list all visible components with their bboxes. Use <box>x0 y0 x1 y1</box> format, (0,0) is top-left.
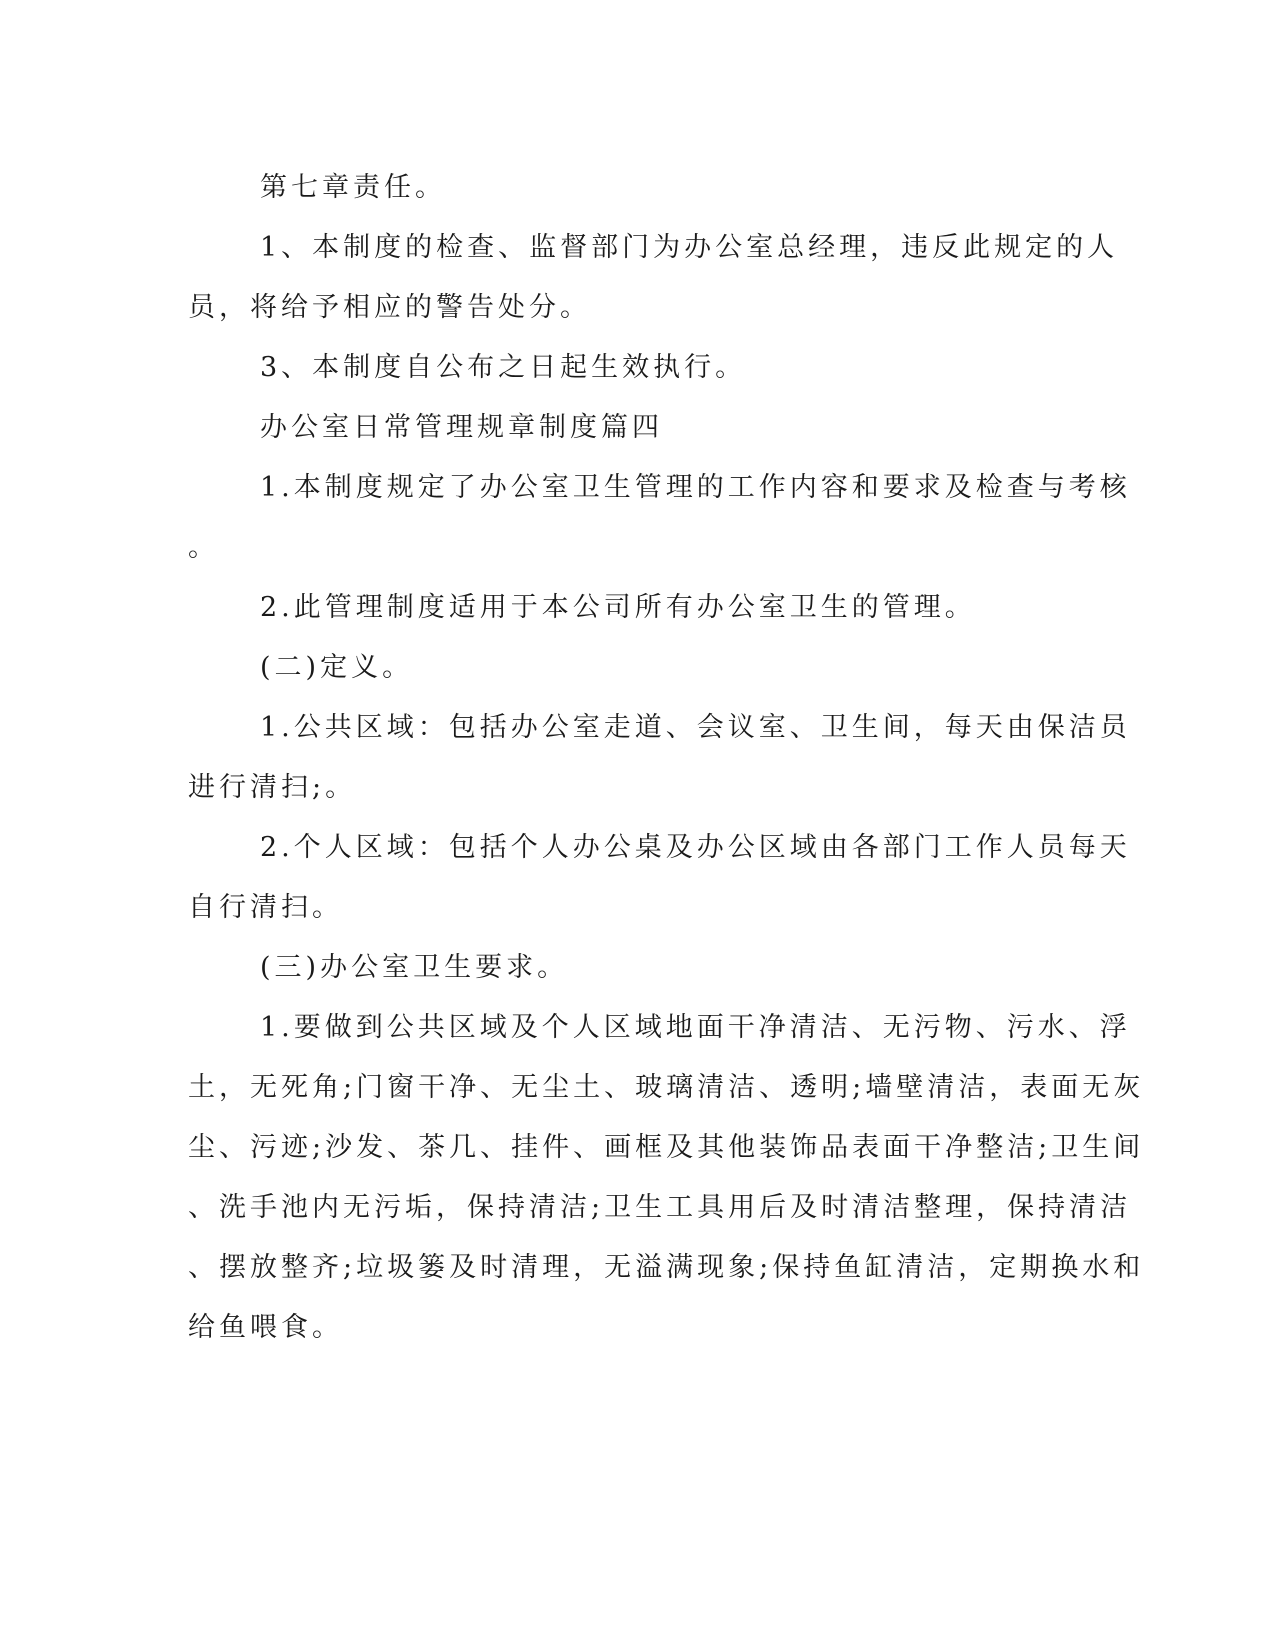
text-line: 员，将给予相应的警告处分。 <box>188 292 591 323</box>
text-line: 2.此管理制度适用于本公司所有办公室卫生的管理。 <box>260 592 976 623</box>
text-line: 1、本制度的检查、监督部门为办公室总经理，违反此规定的人 <box>260 232 1119 263</box>
text-line: 自行清扫。 <box>188 892 343 923</box>
text-line: 、洗手池内无污垢，保持清洁;卫生工具用后及时清洁整理，保持清洁 <box>188 1192 1132 1223</box>
text-line: 尘、污迹;沙发、茶几、挂件、画框及其他装饰品表面干净整洁;卫生间 <box>188 1132 1145 1163</box>
document-body <box>188 158 1145 1358</box>
subsection-heading: (二)定义。 <box>260 652 414 683</box>
text-line: 进行清扫;。 <box>188 772 357 803</box>
text-line: 1.本制度规定了办公室卫生管理的工作内容和要求及检查与考核 <box>260 472 1131 503</box>
text-line: 土，无死角;门窗干净、无尘土、玻璃清洁、透明;墙壁清洁，表面无灰 <box>188 1072 1145 1103</box>
text-line: 给鱼喂食。 <box>188 1312 343 1343</box>
text-line: 、摆放整齐;垃圾篓及时清理，无溢满现象;保持鱼缸清洁，定期换水和 <box>188 1252 1145 1283</box>
subsection-heading: (三)办公室卫生要求。 <box>260 952 569 983</box>
text-line: 1.公共区域：包括办公室走道、会议室、卫生间，每天由保洁员 <box>260 712 1131 743</box>
text-line: 2.个人区域：包括个人办公桌及办公区域由各部门工作人员每天 <box>260 832 1131 863</box>
text-line: 。 <box>188 532 219 563</box>
text-line: 3、本制度自公布之日起生效执行。 <box>260 352 747 383</box>
section-heading: 办公室日常管理规章制度篇四 <box>260 412 663 443</box>
chapter-heading: 第七章责任。 <box>260 172 446 203</box>
text-line: 1.要做到公共区域及个人区域地面干净清洁、无污物、污水、浮 <box>260 1012 1131 1043</box>
